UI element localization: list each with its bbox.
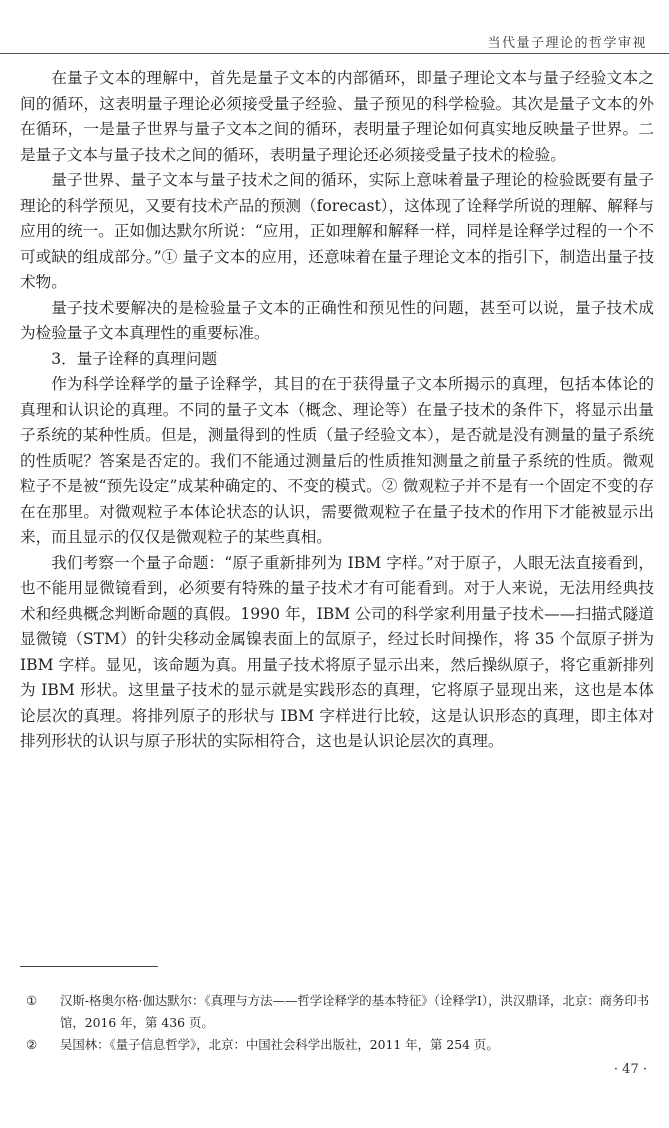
paragraph: 在量子文本的理解中，首先是量子文本的内部循环，即量子理论文本与量子经验文本之间的循环，这表明量子理论必须接受量子经验、量子预见的科学检验。其次是量子文本的外在循环，一是量子世界与量子文本之间的循环，表明量子理论如何真实地反映量子世界。二是量子文本与量子技术之间的循环，表明量子理论还必须接受量子技术的检验。 xyxy=(20,69,654,164)
running-title: 当代量子理论的哲学审视 xyxy=(487,36,647,51)
body-text xyxy=(20,66,654,755)
footnote-mark: ② xyxy=(26,1037,38,1052)
footnote-text: 汉斯-格奥尔格·伽达默尔：《真理与方法——哲学诠释学的基本特征》（诠释学Ⅰ），洪汉鼎译，北京：商务印书馆，2016 年，第 436 页。 xyxy=(60,993,650,1030)
footnotes xyxy=(20,990,654,1056)
page-number: · 47 · xyxy=(613,1062,647,1077)
header-rule xyxy=(0,53,669,54)
paragraph: 作为科学诠释学的量子诠释学，其目的在于获得量子文本所揭示的真理，包括本体论的真理和认识论的真理。不同的量子文本（概念、理论等）在量子技术的条件下，将显示出量子系统的某种性质。但是，测量得到的性质（量子经验文本），是否就是没有测量的量子系统的性质呢？答案是否定的。我们不能通过测量后的性质推知测量之前量子系统的性质。微观粒子不是被“预先设定”成某种确定的、不变的模式。② 微观粒子并不是有一个固定不变的存在在那里。对微观粒子本体论状态的认识，需要微观粒子在量子技术的作用下才能被显示出来，而且显示的仅仅是微观粒子的某些真相。 xyxy=(20,375,654,546)
paragraph: 量子技术要解决的是检验量子文本的正确性和预见性的问题，甚至可以说，量子技术成为检验量子文本真理性的重要标准。 xyxy=(20,298,654,342)
paragraph: 量子世界、量子文本与量子技术之间的循环，实际上意味着量子理论的检验既要有量子理论的科学预见，又要有技术产品的预测（forecast），这体现了诠释学所说的理解、解释与应用的统一。正如伽达默尔所说：“应用，正如理解和解释一样，同样是诠释学过程的一个不可或缺的组成部分。”① 量子文本的应用，还意味着在量子理论文本的指引下，制造出量子技术物。 xyxy=(20,171,654,291)
footnote-text: 吴国林：《量子信息哲学》，北京：中国社会科学出版社，2011 年，第 254 页。 xyxy=(60,1037,499,1052)
footnote-rule xyxy=(20,966,158,967)
footnote-mark: ① xyxy=(26,993,38,1008)
footnote xyxy=(20,990,654,1034)
page-header xyxy=(0,0,669,54)
paragraph: 我们考察一个量子命题：“原子重新排列为 IBM 字样。”对于原子，人眼无法直接看到，也不能用显微镜看到，必须要有特殊的量子技术才有可能看到。对于人来说，无法用经典技术和经典概念判断命题的真假。1990 年，IBM 公司的科学家利用量子技术——扫描式隧道显微镜（STM）的针尖移动金属镍表面上的氙原子，经过长时间操作，将 35 个氙原子拼为 IBM 字样。显见，该命题为真。用量子技术将原子显示出来，然后操纵原子，将它重新排列为 IBM 形状。这里量子技术的显示就是实践形态的真理，它将原子显现出来，这也是本体论层次的真理。将排列原子的形状与 IBM 字样进行比较，这是认识形态的真理，即主体对排列形状的认识与原子形状的实际相符合，这也是认识论层次的真理。 xyxy=(20,553,654,750)
section-heading: 3．量子诠释的真理问题 xyxy=(51,349,218,368)
footnote xyxy=(20,1034,654,1056)
